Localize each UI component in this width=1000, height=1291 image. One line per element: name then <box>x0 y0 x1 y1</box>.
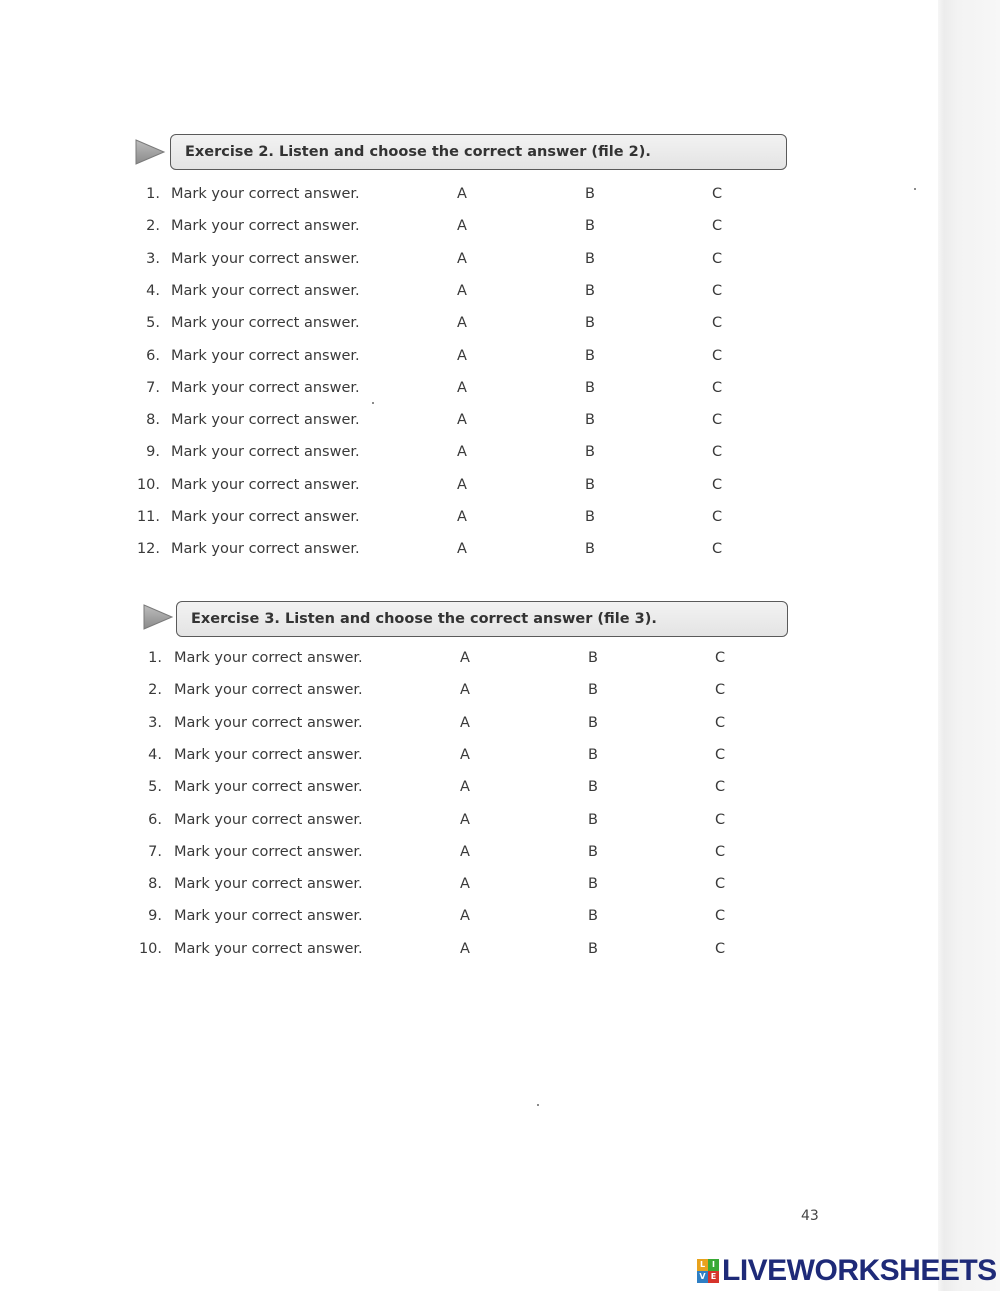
brand-logo-letter: L <box>697 1259 708 1271</box>
option-c[interactable]: C <box>711 476 723 493</box>
question-number: 7. <box>146 379 160 396</box>
question-text: Mark your correct answer. <box>171 315 360 332</box>
option-b[interactable]: B <box>585 541 595 558</box>
question-text: Mark your correct answer. <box>171 250 360 267</box>
brand-logo-letter: V <box>697 1271 708 1283</box>
question-row <box>0 376 1000 400</box>
option-b[interactable]: B <box>588 908 598 925</box>
question-number: 6. <box>148 811 162 828</box>
option-a[interactable]: A <box>457 250 467 267</box>
brand-logo-icon <box>697 1259 719 1283</box>
option-c[interactable]: C <box>714 940 726 957</box>
question-number: 10. <box>138 940 162 957</box>
option-b[interactable]: B <box>588 876 598 893</box>
question-text: Mark your correct answer. <box>174 650 363 666</box>
question-number: 2. <box>146 218 160 235</box>
question-text: Mark your correct answer. <box>174 779 363 796</box>
question-number: 4. <box>148 746 162 763</box>
option-c[interactable]: C <box>711 186 723 202</box>
question-text: Mark your correct answer. <box>174 746 363 763</box>
question-text: Mark your correct answer. <box>171 347 360 364</box>
question-text: Mark your correct answer. <box>171 282 360 299</box>
question-text: Mark your correct answer. <box>171 541 360 558</box>
question-row <box>0 311 1000 335</box>
option-b[interactable]: B <box>588 811 598 828</box>
option-b[interactable]: B <box>585 509 595 525</box>
option-a[interactable]: A <box>457 347 467 364</box>
question-row <box>0 214 1000 238</box>
option-a[interactable]: A <box>457 315 467 332</box>
option-a[interactable]: A <box>457 412 467 429</box>
scan-speck <box>537 1104 539 1106</box>
option-a[interactable]: A <box>460 714 470 731</box>
option-b[interactable]: B <box>585 412 595 429</box>
option-b[interactable]: B <box>585 444 595 461</box>
question-number: 8. <box>148 876 162 893</box>
exercise-3-title: Exercise 3. Listen and choose the correct answer (file 3). <box>176 601 788 637</box>
question-row <box>0 646 1000 670</box>
option-b[interactable]: B <box>588 650 598 666</box>
scan-speck <box>372 402 374 404</box>
question-number: 10. <box>136 476 160 493</box>
question-row <box>0 247 1000 271</box>
option-a[interactable]: A <box>460 746 470 763</box>
option-c[interactable]: C <box>714 746 726 763</box>
question-number: 6. <box>146 347 160 364</box>
question-row <box>0 473 1000 497</box>
question-number: 5. <box>146 315 160 332</box>
question-text: Mark your correct answer. <box>171 476 360 493</box>
question-text: Mark your correct answer. <box>174 682 363 699</box>
question-row <box>0 344 1000 368</box>
option-b[interactable]: B <box>585 218 595 235</box>
question-row <box>0 711 1000 735</box>
question-text: Mark your correct answer. <box>171 509 360 525</box>
option-b[interactable]: B <box>585 282 595 299</box>
option-c[interactable]: C <box>711 412 723 429</box>
exercise-2-title: Exercise 2. Listen and choose the correct answer (file 2). <box>170 134 787 170</box>
exercise-2-header <box>0 132 1000 174</box>
play-arrow-icon <box>134 138 166 166</box>
question-text: Mark your correct answer. <box>171 218 360 235</box>
question-number: 8. <box>146 412 160 429</box>
option-b[interactable]: B <box>585 250 595 267</box>
option-c[interactable]: C <box>714 908 726 925</box>
option-b[interactable]: B <box>588 682 598 699</box>
option-c[interactable]: C <box>714 811 726 828</box>
question-row <box>0 408 1000 432</box>
brand-logo-letter: E <box>708 1271 719 1283</box>
option-a[interactable]: A <box>457 541 467 558</box>
question-text: Mark your correct answer. <box>174 843 363 860</box>
option-c[interactable]: C <box>711 444 723 461</box>
question-row <box>0 678 1000 702</box>
question-row <box>0 808 1000 832</box>
question-row <box>0 840 1000 864</box>
option-b[interactable]: B <box>588 843 598 860</box>
question-text: Mark your correct answer. <box>171 186 360 202</box>
question-number: 3. <box>148 714 162 731</box>
option-a[interactable]: A <box>457 476 467 493</box>
question-row <box>0 279 1000 303</box>
brand-logo-letter: I <box>708 1259 719 1271</box>
option-b[interactable]: B <box>585 476 595 493</box>
option-c[interactable]: C <box>714 714 726 731</box>
option-b[interactable]: B <box>588 940 598 957</box>
question-row <box>0 505 1000 529</box>
option-a[interactable]: A <box>460 779 470 796</box>
option-a[interactable]: A <box>457 186 467 202</box>
question-text: Mark your correct answer. <box>171 379 360 396</box>
option-c[interactable]: C <box>714 843 726 860</box>
question-number: 5. <box>148 779 162 796</box>
question-number: 12. <box>136 541 160 558</box>
option-a[interactable]: A <box>460 940 470 957</box>
option-c[interactable]: C <box>711 282 723 299</box>
option-c[interactable]: C <box>714 650 726 666</box>
liveworksheets-brand <box>697 1255 997 1287</box>
option-a[interactable]: A <box>460 876 470 893</box>
option-a[interactable]: A <box>457 282 467 299</box>
question-text: Mark your correct answer. <box>174 908 363 925</box>
option-b[interactable]: B <box>585 315 595 332</box>
option-c[interactable]: C <box>711 509 723 525</box>
exercise-2-section <box>0 132 1000 558</box>
option-b[interactable]: B <box>585 186 595 202</box>
question-number: 3. <box>146 250 160 267</box>
exercise-3-section <box>0 599 1000 641</box>
option-a[interactable]: A <box>460 650 470 666</box>
question-row <box>0 775 1000 799</box>
question-text: Mark your correct answer. <box>171 444 360 461</box>
option-b[interactable]: B <box>588 714 598 731</box>
question-text: Mark your correct answer. <box>174 811 363 828</box>
question-number: 9. <box>146 444 160 461</box>
question-number: 1. <box>148 650 162 666</box>
question-row <box>0 743 1000 767</box>
question-number: 9. <box>148 908 162 925</box>
option-b[interactable]: B <box>588 746 598 763</box>
option-c[interactable]: C <box>714 682 726 699</box>
option-b[interactable]: B <box>588 779 598 796</box>
question-row <box>0 537 1000 561</box>
page-number: 43 <box>801 1208 819 1224</box>
option-c[interactable]: C <box>711 250 723 267</box>
option-c[interactable]: C <box>711 347 723 364</box>
question-text: Mark your correct answer. <box>174 714 363 731</box>
option-c[interactable]: C <box>711 379 723 396</box>
option-a[interactable]: A <box>460 843 470 860</box>
question-number: 7. <box>148 843 162 860</box>
option-c[interactable]: C <box>714 876 726 893</box>
question-row <box>0 440 1000 464</box>
option-a[interactable]: A <box>460 908 470 925</box>
question-row <box>0 904 1000 928</box>
option-b[interactable]: B <box>585 379 595 396</box>
question-row <box>0 182 1000 206</box>
question-row <box>0 872 1000 896</box>
option-a[interactable]: A <box>457 509 467 525</box>
brand-name: LIVEWORKSHEETS <box>722 1254 997 1287</box>
question-number: 11. <box>136 509 160 525</box>
question-text: Mark your correct answer. <box>174 940 363 957</box>
play-arrow-icon <box>142 603 174 631</box>
question-number: 4. <box>146 282 160 299</box>
option-c[interactable]: C <box>711 218 723 235</box>
question-number: 2. <box>148 682 162 699</box>
question-text: Mark your correct answer. <box>171 412 360 429</box>
option-c[interactable]: C <box>711 315 723 332</box>
question-row <box>0 937 1000 961</box>
option-a[interactable]: A <box>457 218 467 235</box>
scan-speck <box>914 188 916 190</box>
option-a[interactable]: A <box>460 811 470 828</box>
question-text: Mark your correct answer. <box>174 876 363 893</box>
question-number: 1. <box>146 186 160 202</box>
option-a[interactable]: A <box>457 379 467 396</box>
option-a[interactable]: A <box>460 682 470 699</box>
exercise-3-header <box>0 599 1000 641</box>
option-b[interactable]: B <box>585 347 595 364</box>
option-c[interactable]: C <box>714 779 726 796</box>
option-a[interactable]: A <box>457 444 467 461</box>
option-c[interactable]: C <box>711 541 723 558</box>
